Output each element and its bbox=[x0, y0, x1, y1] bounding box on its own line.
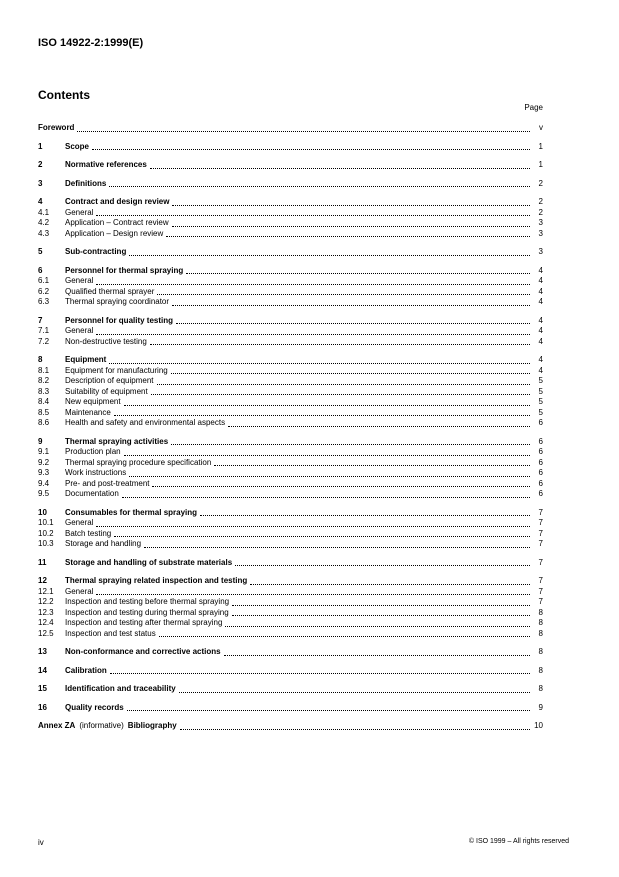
toc-entry-page: 8 bbox=[538, 647, 543, 656]
toc-entry-number: 7.1 bbox=[38, 326, 50, 335]
toc-entry[interactable] bbox=[38, 366, 543, 377]
toc-entry-page: 8 bbox=[538, 618, 543, 627]
dot-leader bbox=[214, 465, 530, 466]
dot-leader bbox=[114, 536, 530, 537]
toc-entry-number: 10.1 bbox=[38, 518, 54, 527]
toc-entry-page: 8 bbox=[538, 665, 543, 675]
dot-leader bbox=[232, 615, 530, 616]
dot-leader bbox=[235, 565, 530, 566]
toc-entry[interactable] bbox=[38, 142, 543, 153]
toc-entry[interactable] bbox=[38, 218, 543, 229]
contents-heading: Contents bbox=[38, 88, 90, 102]
dot-leader bbox=[150, 344, 530, 345]
toc-entry-title: Definitions bbox=[65, 178, 107, 188]
toc-entry[interactable] bbox=[38, 376, 543, 387]
toc-entry-page: 7 bbox=[538, 576, 543, 585]
toc-entry[interactable] bbox=[38, 247, 543, 258]
toc-entry-title bbox=[38, 721, 177, 732]
toc-entry-page: 4 bbox=[538, 265, 543, 275]
toc-entry[interactable] bbox=[38, 597, 543, 608]
toc-entry-page: 6 bbox=[538, 468, 543, 477]
toc-entry-number: 9 bbox=[38, 436, 43, 446]
dot-leader bbox=[122, 497, 530, 498]
toc-entry-number: 12.5 bbox=[38, 628, 54, 638]
toc-entry-page: 4 bbox=[538, 286, 543, 296]
toc-entry-page: 5 bbox=[538, 407, 543, 417]
toc-entry[interactable] bbox=[38, 558, 543, 569]
toc-entry[interactable] bbox=[38, 587, 543, 598]
dot-leader bbox=[176, 323, 530, 324]
toc-entry-number: 15 bbox=[38, 684, 47, 693]
toc-entry-title: Sub-contracting bbox=[65, 247, 127, 256]
toc-entry-page: 7 bbox=[538, 507, 543, 517]
dot-leader bbox=[157, 384, 531, 385]
toc-entry-title: Inspection and testing during thermal spraying bbox=[65, 607, 229, 617]
toc-entry-title: General bbox=[65, 586, 94, 596]
dot-leader bbox=[127, 710, 530, 711]
toc-entry-title: Personnel for thermal spraying bbox=[65, 265, 184, 275]
toc-entry[interactable] bbox=[38, 287, 543, 298]
toc-entry-page: 4 bbox=[538, 315, 543, 325]
toc-entry-title: Equipment for manufacturing bbox=[65, 365, 168, 375]
dot-leader bbox=[77, 131, 530, 132]
toc-entry-number: 6.1 bbox=[38, 276, 50, 285]
toc-entry[interactable] bbox=[38, 266, 543, 277]
toc-entry-page: 7 bbox=[538, 557, 543, 567]
toc-entry-page: 4 bbox=[538, 355, 543, 364]
toc-entry-title: Identification and traceability bbox=[65, 684, 176, 693]
toc-entry-page: 6 bbox=[538, 418, 543, 427]
dot-leader bbox=[109, 186, 530, 187]
dot-leader bbox=[96, 334, 530, 335]
toc-entry[interactable] bbox=[38, 608, 543, 619]
toc-entry-number: 11 bbox=[38, 557, 47, 567]
document-id: ISO 14922-2:1999(E) bbox=[38, 37, 144, 49]
toc-entry-page: 7 bbox=[538, 518, 543, 527]
toc-entry[interactable] bbox=[38, 297, 543, 308]
toc-entry-title: Inspection and test status bbox=[65, 628, 156, 638]
toc-entry-title: General bbox=[65, 518, 94, 527]
toc-entry-page: 1 bbox=[538, 141, 543, 151]
toc-entry-number: 8.2 bbox=[38, 376, 50, 385]
toc-entry-page: 9 bbox=[538, 702, 543, 712]
toc-entry-page: 3 bbox=[538, 247, 543, 256]
toc-entry-number: 13 bbox=[38, 647, 47, 656]
toc-entry-number: 10 bbox=[38, 507, 47, 517]
toc-entry-number: 9.4 bbox=[38, 478, 50, 488]
toc-entry-page: 3 bbox=[538, 228, 543, 238]
dot-leader bbox=[224, 655, 530, 656]
toc-entry-title: Production plan bbox=[65, 447, 121, 456]
dot-leader bbox=[225, 626, 530, 627]
toc-entry[interactable] bbox=[38, 208, 543, 219]
toc-entry[interactable] bbox=[38, 647, 543, 658]
dot-leader bbox=[96, 594, 530, 595]
toc-entry-number: 8.4 bbox=[38, 397, 50, 406]
toc-entry-title: Documentation bbox=[65, 489, 119, 498]
toc-entry-number: 9.3 bbox=[38, 468, 50, 477]
toc-entry-page: 7 bbox=[538, 586, 543, 596]
toc-entry-number: 7.2 bbox=[38, 336, 50, 346]
toc-entry[interactable] bbox=[38, 123, 543, 134]
toc-entry-number: 9.5 bbox=[38, 489, 50, 498]
toc-entry-title: Qualified thermal sprayer bbox=[65, 286, 155, 296]
dot-leader bbox=[200, 515, 530, 516]
toc-entry-number: 12.2 bbox=[38, 597, 54, 606]
dot-leader bbox=[96, 284, 530, 285]
page-number: iv bbox=[38, 838, 44, 847]
toc-entry[interactable] bbox=[38, 508, 543, 519]
toc-entry-title: Consumables for thermal spraying bbox=[65, 507, 198, 517]
toc-entry[interactable] bbox=[38, 197, 543, 208]
toc-entry[interactable] bbox=[38, 721, 543, 732]
toc-entry-title: Storage and handling of substrate materials bbox=[65, 557, 233, 567]
toc-entry-number: 8.1 bbox=[38, 365, 50, 375]
toc-entry-page: 2 bbox=[538, 207, 543, 217]
toc-entry-page: 4 bbox=[538, 336, 543, 346]
dot-leader bbox=[172, 305, 530, 306]
toc-entry-page: 4 bbox=[538, 365, 543, 375]
toc-entry[interactable] bbox=[38, 408, 543, 419]
dot-leader bbox=[172, 226, 530, 227]
toc-entry[interactable] bbox=[38, 489, 543, 500]
toc-entry-title: Application – Design review bbox=[65, 228, 164, 238]
dot-leader bbox=[232, 605, 530, 606]
dot-leader bbox=[171, 373, 530, 374]
toc-entry[interactable] bbox=[38, 276, 543, 287]
toc-entry[interactable] bbox=[38, 229, 543, 240]
toc-entry-title: Scope bbox=[65, 141, 90, 151]
toc-entry-page: 6 bbox=[538, 447, 543, 456]
toc-entry[interactable] bbox=[38, 618, 543, 629]
toc-entry-number: 6.3 bbox=[38, 297, 50, 306]
toc-entry-number: 4.1 bbox=[38, 207, 50, 217]
toc-entry-title: General bbox=[65, 326, 94, 335]
toc-entry-title: General bbox=[65, 207, 94, 217]
toc-entry-page: v bbox=[539, 123, 543, 132]
dot-leader bbox=[109, 363, 530, 364]
toc-entry-number: 9.1 bbox=[38, 447, 50, 456]
toc-entry[interactable] bbox=[38, 418, 543, 429]
toc-entry-page: 8 bbox=[538, 607, 543, 617]
toc-entry-title: Foreword bbox=[38, 123, 75, 132]
toc-entry[interactable] bbox=[38, 179, 543, 190]
toc-entry-number: 9.2 bbox=[38, 457, 50, 467]
dot-leader bbox=[172, 205, 530, 206]
toc-entry-number: 8 bbox=[38, 355, 43, 364]
dot-leader bbox=[157, 294, 530, 295]
toc-entry[interactable] bbox=[38, 684, 543, 695]
toc-entry-title: Description of equipment bbox=[65, 376, 154, 385]
toc-entry-title: Thermal spraying activities bbox=[65, 436, 169, 446]
toc-entry-number: 12.4 bbox=[38, 618, 54, 627]
toc-entry-page: 2 bbox=[538, 178, 543, 188]
toc-entry-page: 8 bbox=[538, 684, 543, 693]
dot-leader bbox=[171, 444, 530, 445]
toc-entry-title: General bbox=[65, 276, 94, 285]
annex-title: Bibliography bbox=[127, 721, 177, 730]
toc-entry-number: 12.3 bbox=[38, 607, 54, 617]
toc-entry-title: Thermal spraying procedure specification bbox=[65, 457, 212, 467]
toc-entry-number: 1 bbox=[38, 141, 43, 151]
annex-type: (informative) bbox=[79, 721, 124, 730]
toc-entry[interactable] bbox=[38, 518, 543, 529]
toc-entry[interactable] bbox=[38, 468, 543, 479]
toc-entry-number: 16 bbox=[38, 702, 47, 712]
toc-entry-page: 6 bbox=[538, 489, 543, 498]
toc-entry-page: 6 bbox=[538, 436, 543, 446]
dot-leader bbox=[96, 526, 530, 527]
toc-entry-title: Health and safety and environmental aspects bbox=[65, 418, 226, 427]
toc-entry-number: 14 bbox=[38, 665, 47, 675]
toc-entry-title: New equipment bbox=[65, 397, 121, 406]
toc-entry[interactable] bbox=[38, 337, 543, 348]
toc-entry-title: Quality records bbox=[65, 702, 124, 712]
toc-entry-number: 12 bbox=[38, 576, 47, 585]
toc-entry-page: 7 bbox=[538, 539, 543, 548]
toc-entry-title: Non-destructive testing bbox=[65, 336, 147, 346]
toc-entry-page: 4 bbox=[538, 276, 543, 285]
dot-leader bbox=[152, 486, 530, 487]
toc-entry-number: 6.2 bbox=[38, 286, 50, 296]
dot-leader bbox=[166, 236, 530, 237]
toc-entry-number: 12.1 bbox=[38, 586, 54, 596]
toc-entry[interactable] bbox=[38, 316, 543, 327]
toc-entry-number: 4.3 bbox=[38, 228, 50, 238]
toc-entry-number: 4.2 bbox=[38, 218, 50, 227]
dot-leader bbox=[179, 692, 530, 693]
copyright-notice: © ISO 1999 – All rights reserved bbox=[468, 838, 569, 845]
toc-entry-number: 5 bbox=[38, 247, 43, 256]
toc-entry[interactable] bbox=[38, 539, 543, 550]
toc-entry[interactable] bbox=[38, 703, 543, 714]
table-of-contents bbox=[38, 123, 543, 732]
dot-leader bbox=[124, 455, 530, 456]
toc-entry-title: Inspection and testing before thermal spraying bbox=[65, 597, 230, 606]
toc-entry-number: 10.3 bbox=[38, 539, 54, 548]
toc-entry[interactable] bbox=[38, 355, 543, 366]
dot-leader bbox=[150, 168, 530, 169]
toc-entry-number: 3 bbox=[38, 178, 43, 188]
dot-leader bbox=[129, 476, 530, 477]
toc-entry-page: 3 bbox=[538, 218, 543, 227]
toc-entry-page: 5 bbox=[538, 386, 543, 396]
toc-entry-number: 8.3 bbox=[38, 386, 50, 396]
toc-entry-title: Contract and design review bbox=[65, 197, 170, 206]
toc-entry-title: Application – Contract review bbox=[65, 218, 169, 227]
dot-leader bbox=[114, 415, 530, 416]
toc-entry-number: 8.6 bbox=[38, 418, 50, 427]
toc-entry-page: 8 bbox=[538, 628, 543, 638]
toc-entry-title: Thermal spraying related inspection and testing bbox=[65, 576, 248, 585]
toc-entry-page: 4 bbox=[538, 297, 543, 306]
dot-leader bbox=[159, 636, 530, 637]
toc-entry-title: Inspection and testing after thermal spraying bbox=[65, 618, 223, 627]
toc-entry-page: 6 bbox=[538, 478, 543, 488]
toc-entry-page: 5 bbox=[538, 376, 543, 385]
page-column-label: Page bbox=[524, 103, 543, 112]
toc-entry-number: 8.5 bbox=[38, 407, 50, 417]
toc-entry[interactable] bbox=[38, 437, 543, 448]
toc-entry-number: 4 bbox=[38, 197, 43, 206]
toc-entry[interactable] bbox=[38, 387, 543, 398]
toc-entry-page: 5 bbox=[538, 397, 543, 406]
toc-entry-title: Storage and handling bbox=[65, 539, 142, 548]
toc-entry-title: Equipment bbox=[65, 355, 107, 364]
toc-entry[interactable] bbox=[38, 666, 543, 677]
toc-entry-page: 7 bbox=[538, 528, 543, 538]
toc-entry-title: Personnel for quality testing bbox=[65, 315, 174, 325]
toc-entry-title: Calibration bbox=[65, 665, 107, 675]
toc-entry-page: 7 bbox=[538, 597, 543, 606]
dot-leader bbox=[144, 547, 530, 548]
toc-entry-number: 6 bbox=[38, 265, 43, 275]
toc-entry[interactable] bbox=[38, 629, 543, 640]
toc-entry-page: 2 bbox=[538, 197, 543, 206]
toc-entry-page: 6 bbox=[538, 457, 543, 467]
toc-entry-title: Work instructions bbox=[65, 468, 127, 477]
toc-entry-page: 1 bbox=[538, 160, 543, 169]
toc-entry-number: 7 bbox=[38, 315, 43, 325]
annex-label: Annex ZA bbox=[38, 721, 76, 730]
toc-entry[interactable] bbox=[38, 576, 543, 587]
toc-entry[interactable] bbox=[38, 447, 543, 458]
toc-entry[interactable] bbox=[38, 529, 543, 540]
toc-entry[interactable] bbox=[38, 479, 543, 490]
dot-leader bbox=[228, 426, 530, 427]
toc-entry-title: Pre- and post-treatment bbox=[65, 478, 150, 488]
dot-leader bbox=[129, 255, 530, 256]
dot-leader bbox=[250, 584, 530, 585]
toc-entry[interactable] bbox=[38, 458, 543, 469]
dot-leader bbox=[186, 273, 530, 274]
toc-entry-title: Normative references bbox=[65, 160, 147, 169]
toc-entry-title: Batch testing bbox=[65, 528, 112, 538]
toc-entry-page: 4 bbox=[538, 326, 543, 335]
toc-entry-page: 10 bbox=[534, 721, 543, 730]
toc-entry[interactable] bbox=[38, 326, 543, 337]
dot-leader bbox=[92, 149, 530, 150]
toc-entry-number: 2 bbox=[38, 160, 43, 169]
dot-leader bbox=[151, 394, 530, 395]
toc-entry[interactable] bbox=[38, 160, 543, 171]
toc-entry-title: Maintenance bbox=[65, 407, 111, 417]
toc-entry-number: 10.2 bbox=[38, 528, 54, 538]
toc-entry-title: Thermal spraying coordinator bbox=[65, 297, 170, 306]
toc-entry[interactable] bbox=[38, 397, 543, 408]
toc-entry-title: Non-conformance and corrective actions bbox=[65, 647, 221, 656]
dot-leader bbox=[180, 729, 530, 730]
dot-leader bbox=[124, 405, 530, 406]
dot-leader bbox=[96, 215, 530, 216]
dot-leader bbox=[110, 673, 530, 674]
toc-entry-title: Suitability of equipment bbox=[65, 386, 148, 396]
